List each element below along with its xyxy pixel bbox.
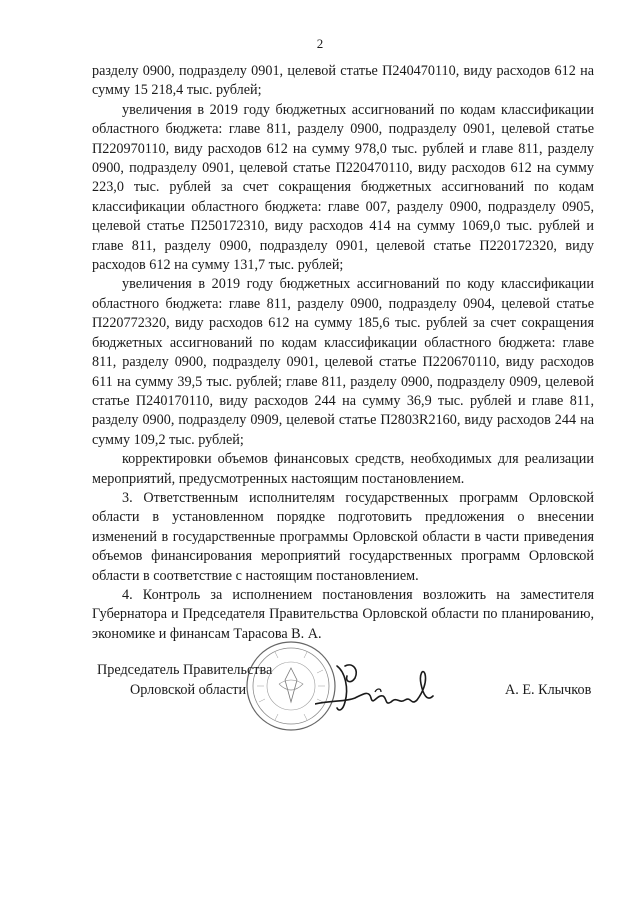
handwritten-signature-icon: [315, 652, 445, 722]
paragraph-3: увеличения в 2019 году бюджетных ассигнований по коду классификации областного бюджета: главе 811, разделу 0900, подразделу 0904, целевой статье П220772320, виду расходов 612 на сумму 185,6 тыс. рублей за счет сокращения бюджетных ассигнований по кодам классификации областного бюджета: главе 811, разделу 0900, подразделу 0901, целевой статье П220670110, виду расходов 611 на сумму 39,5 тыс. рублей; главе 811, разделу 0900, подразделу 0909, целевой статье П240170110, виду расходов 244 на сумму 36,9 тыс. рублей и главе 811, разделу 0900, подразделу 0909, целевой статье П2803R2160, виду расходов 244 на сумму 109,2 тыс. рублей;: [92, 276, 594, 448]
signatory-position-line1: Председатель Правительства: [97, 662, 273, 678]
paragraph-2: увеличения в 2019 году бюджетных ассигнований по кодам классификации областного бюджета: главе 811, разделу 0900, подразделу 0901, целевой статье П220970110, виду расходов 612 на сумму 978,0 тыс. рублей и главе 811, разделу 0900, подразделу 0901, целевой статье П220470110, виду расходов 612 на сумму 223,0 тыс. рублей за счет сокращения бюджетных ассигнований по кодам классификации областного бюджета: главе 007, разделу 0900, подразделу 0905, целевой статье П250172310, виду расходов 414 на сумму 1069,0 тыс. рублей и главе 811, разделу 0900, подразделу 0901, целевой статье П220172320, виду расходов 612 на сумму 131,7 тыс. рублей;: [92, 101, 594, 274]
signatory-name: А. Е. Клычков: [505, 682, 592, 698]
paragraph-5: 3. Ответственным исполнителям государственных программ Орловской области в установленном порядке подготовить предложения о внесении изменений в государственные программы Орловской области в части приведения объемов финансирования мероприятий государственных программ Орловской области в соответствие с настоящим постановлением.: [92, 489, 594, 584]
page-number: 2: [316, 36, 324, 51]
signature-block: [0, 640, 640, 740]
paragraph-4: корректировки объемов финансовых средств, необходимых для реализации мероприятий, предусмотренных настоящим постановлением.: [92, 451, 594, 487]
document-body: [92, 62, 594, 644]
paragraph-6: 4. Контроль за исполнением постановления возложить на заместителя Губернатора и Председателя Правительства Орловской области по планированию, экономике и финансам Тарасова В. А.: [92, 586, 594, 642]
paragraph-1: разделу 0900, подразделу 0901, целевой статье П240470110, виду расходов 612 на сумму 15 218,4 тыс. рублей;: [92, 63, 594, 99]
signatory-position-line2: Орловской области: [130, 682, 247, 698]
